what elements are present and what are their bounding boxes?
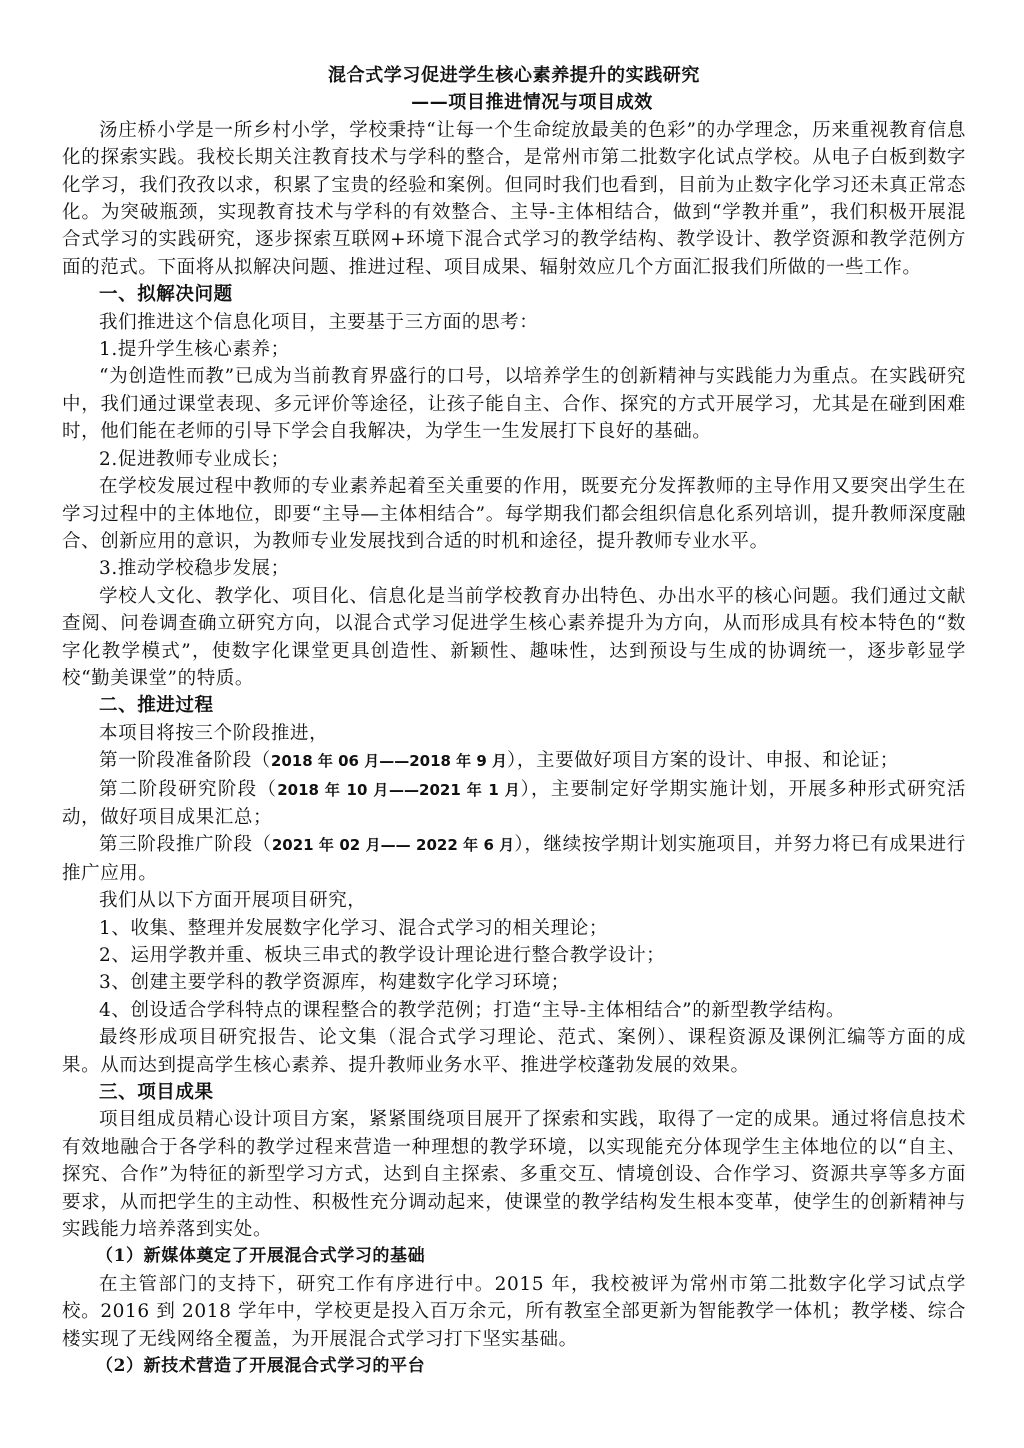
section-lead: 我们推进这个信息化项目，主要基于三方面的思考：	[99, 311, 539, 333]
stage-3	[62, 831, 966, 887]
document-subtitle: ——项目推进情况与项目成效	[411, 92, 653, 114]
sub-heading-2: （2）新技术营造了开展混合式学习的平台	[96, 1356, 426, 1377]
stage-2-dates: 2018 年 10 月——2021 年 1 月	[277, 780, 521, 799]
document-page	[62, 62, 966, 1381]
stage-2-label: 第二阶段研究阶段（	[99, 778, 278, 800]
stage-1-dates: 2018 年 06 月——2018 年 9 月	[270, 752, 508, 771]
section-heading-process: 二、推进过程	[99, 695, 214, 717]
intro-paragraph: 汤庄桥小学是一所乡村小学，学校秉持“让每一个生命绽放最美的色彩”的办学理念，历来重视教育信息化的探索实践。我校长期关注教育技术与学科的整合，是常州市第二批数字化试点学校。从电子白板到数字化学习，我们孜孜以求，积累了宝贵的经验和案例。但同时我们也看到，目前为止数字化学习还未真正常态化。为突破瓶颈，实现教育技术与学科的有效整合、主导-主体相结合，做到“学教并重”，我们积极开展混合式学习的实践研究，逐步探索互联网+环境下混合式学习的教学结构、教学设计、教学资源和教学范例方面的范式。下面将从拟解决问题、推进过程、项目成果、辐射效应几个方面汇报我们所做的一些工作。	[62, 119, 966, 278]
stage-1	[62, 747, 966, 775]
point-title-3: 3.推动学校稳步发展；	[99, 558, 290, 580]
sub-body-1: 在主管部门的支持下，研究工作有序进行中。2015 年，我校被评为常州市第二批数字化学习试点学校。2016 到 2018 学年中，学校更是投入百万余元，所有教室全部更新为智能教学一体机；教学楼、综合楼实现了无线网络全覆盖，为开展混合式学习打下坚实基础。	[62, 1273, 966, 1350]
point-body-2: 在学校发展过程中教师的专业素养起着至关重要的作用，既要充分发挥教师的主导作用又要突出学生在学习过程中的主体地位，即要“主导—主体相结合”。每学期我们都会组织信息化系列培训，提升教师深度融合、创新应用的意识，为教师专业发展找到合适的时机和途径，提升教师专业水平。	[62, 476, 966, 552]
process-summary: 最终形成项目研究报告、论文集（混合式学习理论、范式、案例）、课程资源及课例汇编等方面的成果。从而达到提高学生核心素养、提升教师业务水平、推进学校蓬勃发展的效果。	[62, 1027, 966, 1076]
aspects-lead: 我们从以下方面开展项目研究，	[99, 890, 367, 912]
stage-3-desc: ），继续按学期计划实施项目，并努力将已有成果进行推广应用。	[62, 834, 966, 884]
stage-1-desc: ），主要做好项目方案的设计、申报、和论证；	[507, 750, 899, 772]
point-body-1: “为创造性而教”已成为当前教育界盛行的口号，以培养学生的创新精神与实践能力为重点。在实践研究中，我们通过课堂表现、多元评价等途径，让孩子能自主、合作、探究的方式开展学习，尤其是在碰到困难时，他们能在老师的引导下学会自我解决，为学生一生发展打下良好的基础。	[62, 366, 966, 443]
section-heading-problems: 一、拟解决问题	[99, 284, 233, 306]
stage-2-desc: ），主要制定好学期实施计划，开展多种形式研究活动，做好项目成果汇总；	[62, 778, 966, 828]
process-lead: 本项目将按三个阶段推进，	[99, 722, 329, 744]
stage-3-dates: 2021 年 02 月—— 2022 年 6 月	[271, 836, 515, 855]
aspect-item: 1、收集、整理并发展数字化学习、混合式学习的相关理论；	[99, 917, 608, 939]
stage-3-label: 第三阶段推广阶段（	[99, 834, 272, 856]
stage-2	[62, 776, 966, 832]
aspect-item: 4、创设适合学科特点的课程整合的教学范例；打造“主导-主体相结合”的新型教学结构。	[99, 999, 846, 1021]
aspect-item: 3、创建主要学科的教学资源库，构建数字化学习环境；	[99, 972, 570, 994]
stage-1-label: 第一阶段准备阶段（	[99, 750, 271, 772]
document-title: 混合式学习促进学生核心素养提升的实践研究	[328, 65, 700, 86]
point-title-2: 2.促进教师专业成长；	[99, 448, 290, 470]
sub-heading-1: （1）新媒体奠定了开展混合式学习的基础	[96, 1246, 426, 1267]
point-title-1: 1.提升学生核心素养；	[99, 339, 290, 361]
results-body: 项目组成员精心设计项目方案，紧紧围绕项目展开了探索和实践，取得了一定的成果。通过将信息技术有效地融合于各学科的教学过程来营造一种理想的教学环境，以实现能充分体现学生主体地位的以“自主、探究、合作”为特征的新型学习方式，达到自主探索、多重交互、情境创设、合作学习、资源共享等多方面要求，从而把学生的主动性、积极性充分调动起来，使课堂的教学结构发生根本变革，使学生的创新精神与实践能力培养落到实处。	[62, 1109, 966, 1241]
aspect-item: 2、运用学教并重、板块三串式的教学设计理论进行整合教学设计；	[99, 945, 666, 966]
point-body-3: 学校人文化、教学化、项目化、信息化是当前学校教育办出特色、办出水平的核心问题。我们通过文献查阅、问卷调查确立研究方向，以混合式学习促进学生核心素养提升为方向，从而形成具有校本特色的“数字化教学模式”，使数字化课堂更具创造性、新颖性、趣味性，达到预设与生成的协调统一，逐步彰显学校“勤美课堂”的特质。	[62, 585, 966, 689]
section-heading-results: 三、项目成果	[99, 1082, 214, 1104]
